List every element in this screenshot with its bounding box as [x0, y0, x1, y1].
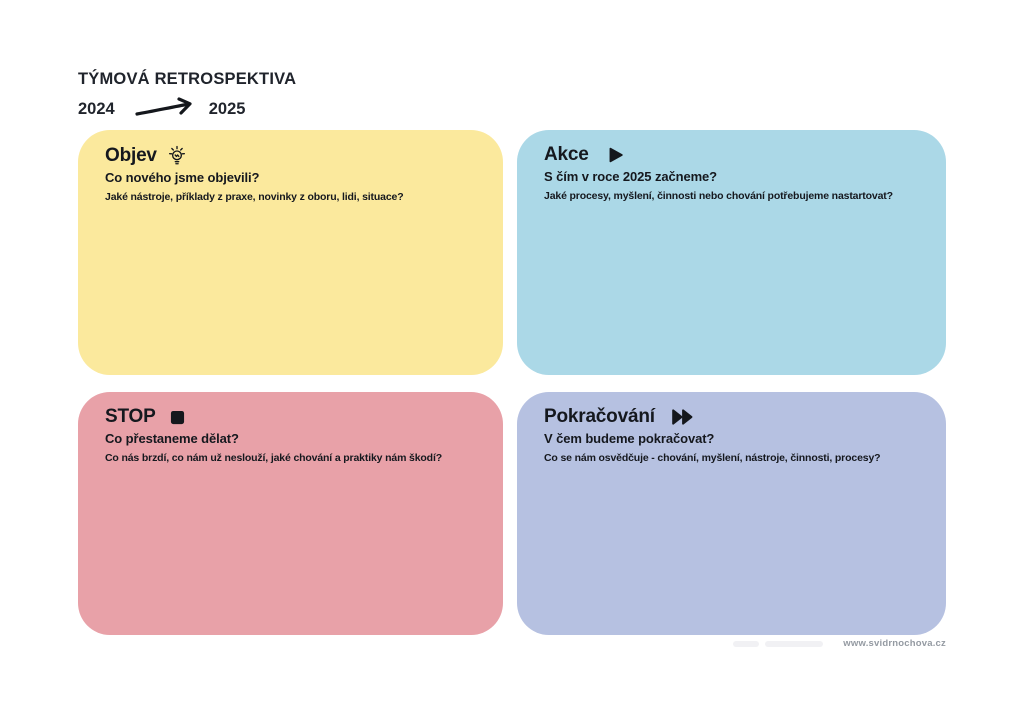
hand-drawn-arrow-icon: [134, 96, 198, 122]
quadrant-title: Pokračování: [544, 406, 655, 427]
fast-forward-icon: [671, 408, 695, 426]
play-icon: [607, 146, 624, 164]
stop-icon: [170, 410, 185, 425]
faint-watermark: [733, 641, 823, 647]
quadrant-objev: [78, 130, 503, 375]
quadrant-hint: Jaké nástroje, příklady z praxe, novinky z oboru, lidi, situace?: [105, 191, 404, 203]
quadrant-question: Co přestaneme dělat?: [105, 431, 239, 446]
quadrant-stop: [78, 392, 503, 635]
quadrant-title: STOP: [105, 406, 156, 427]
quadrant-title: Objev: [105, 144, 157, 166]
footer: [733, 638, 946, 649]
quadrant-question: V čem budeme pokračovat?: [544, 431, 715, 446]
quadrant-pokracovani: [517, 392, 946, 635]
quadrant-grid: [78, 130, 946, 635]
quadrant-hint: Co se nám osvědčuje - chování, myšlení, nástroje, činnosti, procesy?: [544, 452, 881, 464]
year-transition: [78, 96, 296, 122]
quadrant-hint: Co nás brzdí, co nám už neslouží, jaké chování a praktiky nám škodí?: [105, 452, 442, 464]
quadrant-question: Co nového jsme objevili?: [105, 170, 260, 185]
quadrant-hint: Jaké procesy, myšlení, činnosti nebo chování potřebujeme nastartovat?: [544, 190, 893, 202]
year-to: 2025: [208, 99, 246, 118]
quadrant-question: S čím v roce 2025 začneme?: [544, 169, 718, 184]
year-from: 2024: [78, 99, 115, 118]
website-link[interactable]: www.svidrnochova.cz: [843, 638, 946, 649]
page-title: TÝMOVÁ RETROSPEKTIVA: [78, 70, 297, 88]
quadrant-akce: [517, 130, 946, 375]
quadrant-title: Akce: [544, 144, 589, 165]
header: [78, 70, 296, 122]
lightbulb-icon: [167, 144, 187, 167]
